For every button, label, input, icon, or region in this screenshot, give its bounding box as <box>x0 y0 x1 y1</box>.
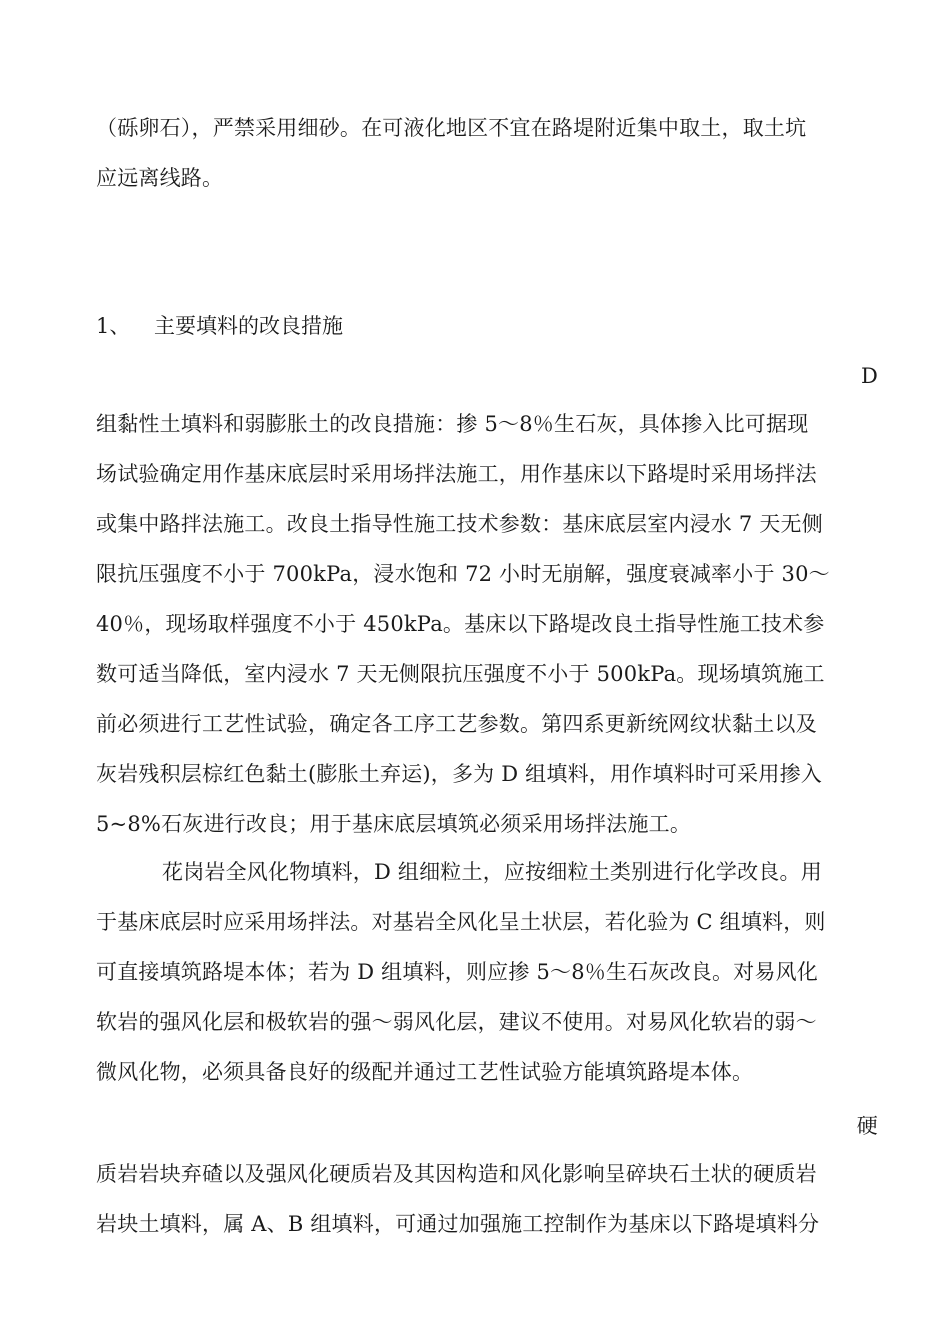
paragraph-line: 质岩岩块弃碴以及强风化硬质岩及其因构造和风化影响呈碎块石土状的硬质岩 <box>96 1162 817 1186</box>
paragraph-line: 微风化物，必须具备良好的级配并通过工艺性试验方能填筑路堤本体。 <box>96 1060 754 1084</box>
intro-line: （砾卵石），严禁采用细砂。在可液化地区不宜在路堤附近集中取土，取土坑 <box>96 116 807 140</box>
paragraph-line: 软岩的强风化层和极软岩的强～弱风化层，建议不使用。对易风化软岩的弱～ <box>96 1010 817 1034</box>
paragraph-line: 组黏性土填料和弱膨胀土的改良措施：掺 5～8％生石灰，具体掺入比可据现 <box>96 412 809 436</box>
paragraph-lead-char: D <box>860 364 878 388</box>
paragraph-line: 5~8%石灰进行改良；用于基床底层填筑必须采用场拌法施工。 <box>96 812 692 836</box>
intro-line: 应远离线路。 <box>96 166 224 190</box>
paragraph-line: 前必须进行工艺性试验，确定各工序工艺参数。第四系更新统网纹状黏土以及 <box>96 712 817 736</box>
paragraph-line: 场试验确定用作基床底层时采用场拌法施工，用作基床以下路堤时采用场拌法 <box>96 462 817 486</box>
paragraph-line: 岩块土填料，属 A、B 组填料，可通过加强施工控制作为基床以下路堤填料分 <box>96 1212 820 1236</box>
paragraph-line: 或集中路拌法施工。改良土指导性施工技术参数：基床底层室内浸水 7 天无侧 <box>96 512 823 536</box>
paragraph-lead-char: 硬 <box>856 1114 878 1138</box>
section-number: 1、 <box>96 314 131 338</box>
paragraph-line-indented: 花岗岩全风化物填料，D 组细粒土，应按细粒土类别进行化学改良。用 <box>162 860 822 884</box>
paragraph-line: 40％，现场取样强度不小于 450kPa。基床以下路堤改良土指导性施工技术参 <box>96 612 825 636</box>
paragraph-line: 可直接填筑路堤本体；若为 D 组填料，则应掺 5～8％生石灰改良。对易风化 <box>96 960 818 984</box>
paragraph-line: 限抗压强度不小于 700kPa，浸水饱和 72 小时无崩解，强度衰减率小于 30～ <box>96 562 830 586</box>
section-title: 主要填料的改良措施 <box>154 314 343 338</box>
paragraph-line: 于基床底层时应采用场拌法。对基岩全风化呈土状层，若化验为 C 组填料，则 <box>96 910 826 934</box>
paragraph-line: 灰岩残积层棕红色黏土(膨胀土弃运)，多为 D 组填料，用作填料时可采用掺入 <box>96 762 822 786</box>
paragraph-line: 数可适当降低，室内浸水 7 天无侧限抗压强度不小于 500kPa。现场填筑施工 <box>96 662 825 686</box>
